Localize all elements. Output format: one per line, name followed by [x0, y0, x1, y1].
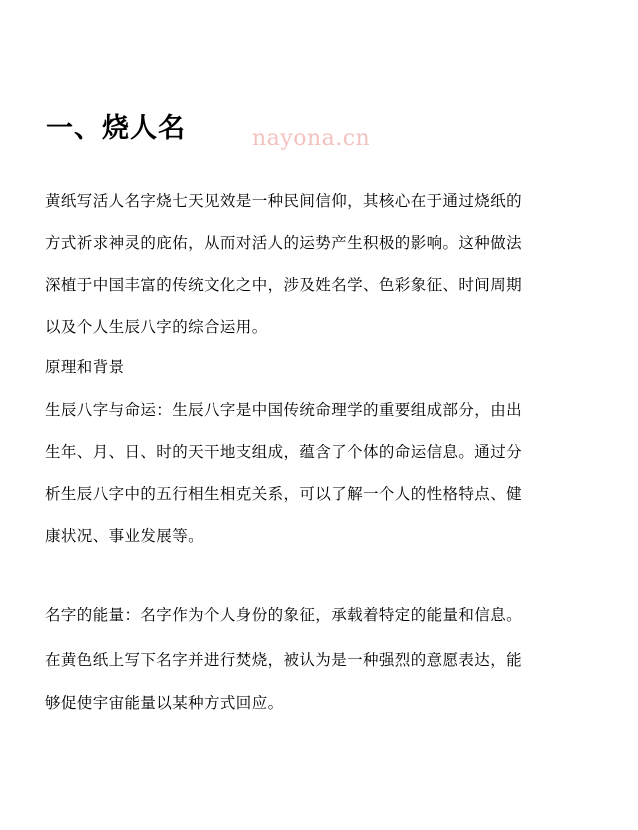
- paragraph-1-line-2: 方式祈求神灵的庇佑，从而对活人的运势产生积极的影响。这种做法: [45, 234, 523, 252]
- paragraph-1-line-3: 深植于中国丰富的传统文化之中，涉及姓名学、色彩象征、时间周期: [45, 276, 523, 294]
- paragraph-3-line-1: 名字的能量：名字作为个人身份的象征，承载着特定的能量和信息。: [45, 606, 523, 624]
- paragraph-2-line-2: 生年、月、日、时的天干地支组成，蕴含了个体的命运信息。通过分: [45, 443, 523, 461]
- paragraph-2-line-1: 生辰八字与命运：生辰八字是中国传统命理学的重要组成部分，由出: [45, 401, 523, 419]
- site-watermark: nayona.cn: [252, 126, 371, 151]
- paragraph-2-line-3: 析生辰八字中的五行相生相克关系，可以了解一个人的性格特点、健: [45, 485, 523, 503]
- section-heading: 一、烧人名: [46, 113, 186, 144]
- paragraph-1-line-1: 黄纸写活人名字烧七天见效是一种民间信仰，其核心在于通过烧纸的: [45, 192, 523, 210]
- subheading: 原理和背景: [45, 358, 125, 376]
- paragraph-3-line-2: 在黄色纸上写下名字并进行焚烧，被认为是一种强烈的意愿表达，能: [45, 651, 523, 669]
- paragraph-3-line-3: 够促使宇宙能量以某种方式回应。: [45, 694, 284, 712]
- paragraph-1-line-4: 以及个人生辰八字的综合运用。: [45, 318, 268, 336]
- paragraph-2-line-4: 康状况、事业发展等。: [45, 527, 205, 545]
